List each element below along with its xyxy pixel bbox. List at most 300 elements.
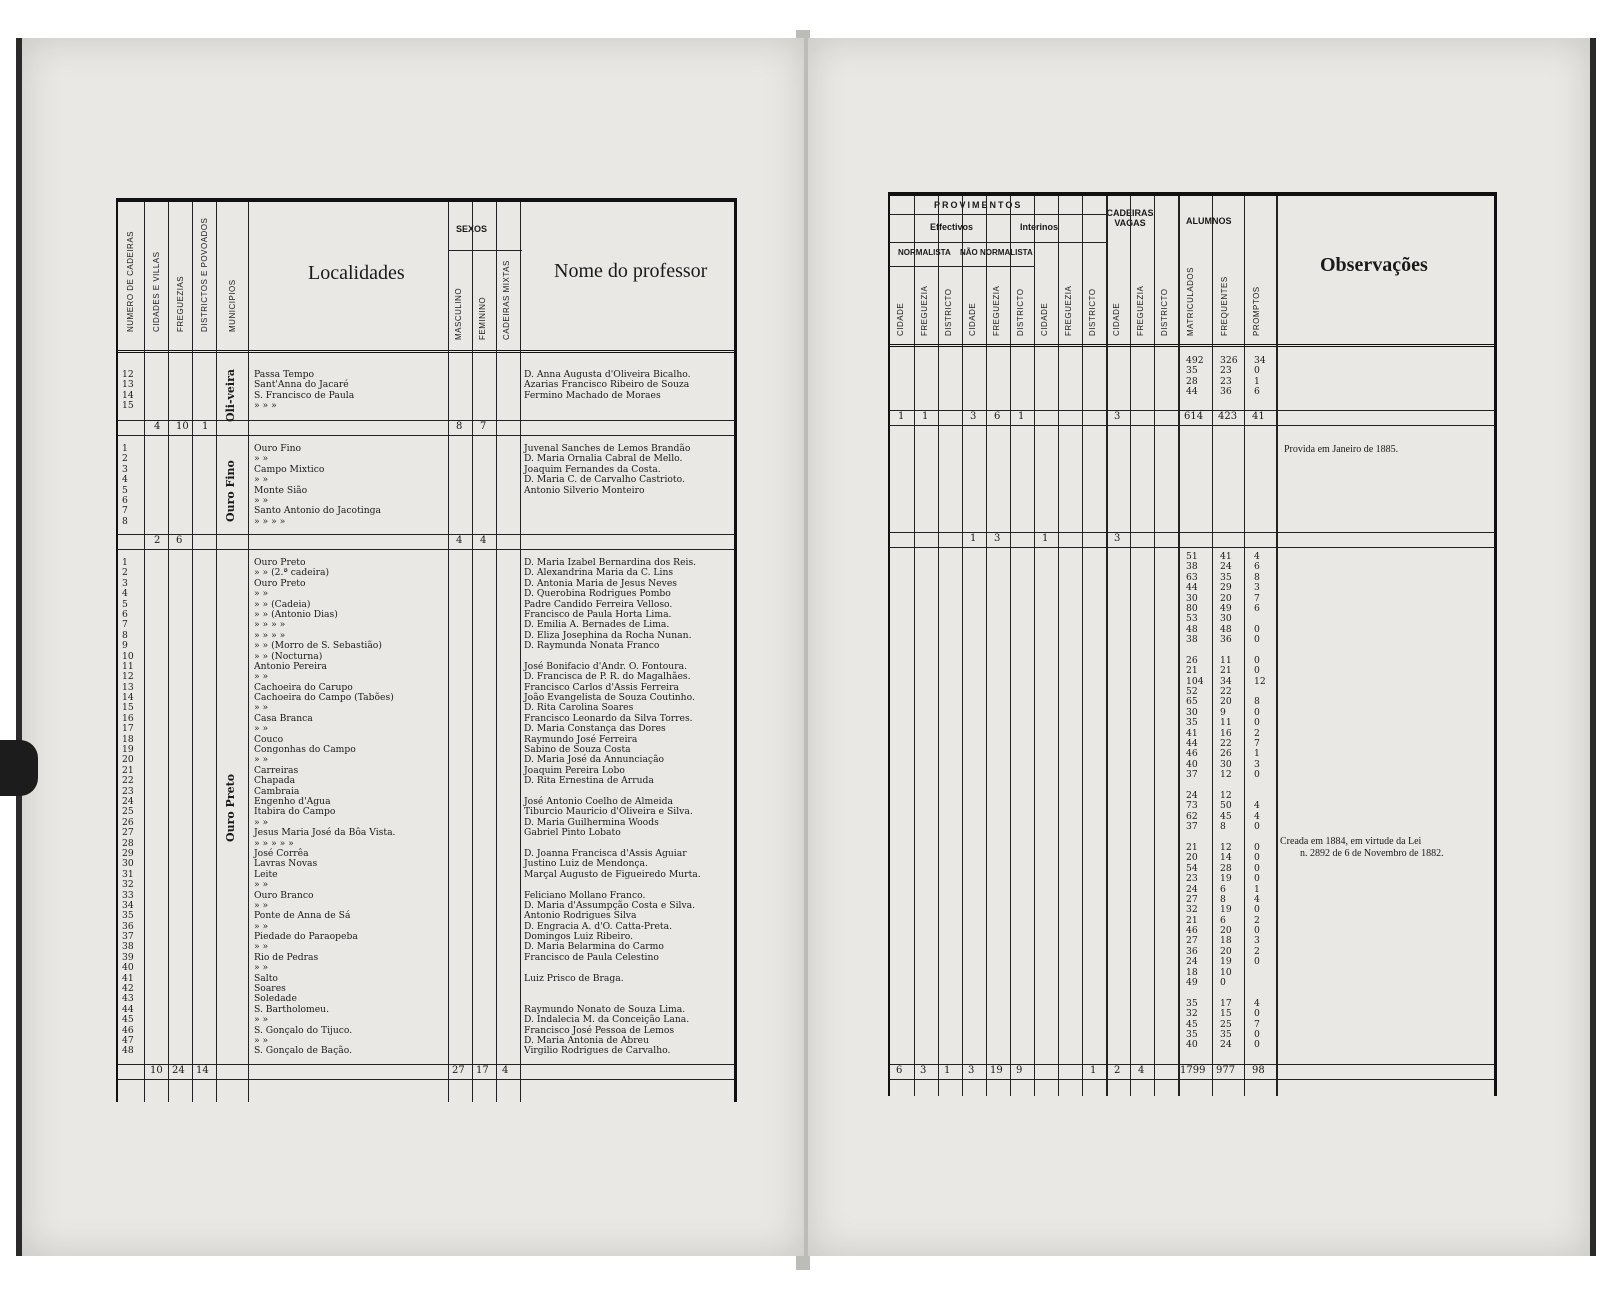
row-localidade: S. Francisco de Paula: [254, 389, 355, 401]
row-matriculados: 35: [1186, 997, 1198, 1009]
row-matriculados: 30: [1186, 706, 1198, 718]
row-matriculados: 44: [1186, 738, 1198, 750]
header-sexos: SEXOS: [456, 224, 488, 234]
table-row: [118, 496, 734, 506]
row-promptos: 1: [1254, 883, 1260, 895]
table-row: [118, 984, 734, 994]
row-professor: João Evangelista de Souza Coutinho.: [524, 692, 695, 704]
row-matriculados: 46: [1186, 925, 1198, 937]
row-number: 10: [122, 650, 134, 662]
row-professor: Sabino de Souza Costa: [524, 744, 631, 756]
row-number: 8: [122, 515, 128, 527]
row-promptos: 0: [1254, 1008, 1260, 1020]
header-municipios: MUNICIPIOS: [228, 279, 237, 332]
row-localidade: S. Gonçalo de Bação.: [254, 1045, 352, 1057]
row-matriculados: 44: [1186, 582, 1198, 594]
row-matriculados: 65: [1186, 696, 1198, 708]
row-localidade: Ouro Fino: [254, 443, 302, 454]
row-matriculados: 44: [1186, 386, 1198, 398]
table-row: [118, 506, 734, 516]
row-professor: Raymundo José Ferreira: [524, 733, 638, 745]
row-frequentes: 12: [1220, 841, 1232, 853]
row-promptos: 0: [1254, 665, 1260, 677]
table-row: [118, 486, 734, 496]
row-number: 24: [122, 795, 134, 807]
row-number: 22: [122, 775, 134, 787]
row-number: 12: [122, 671, 134, 683]
row-matriculados: 26: [1186, 654, 1198, 666]
right-table-header: PROVIMENTOS Effectivos Interinos NORMALISTA NÃO NORMALISTA CADEIRAS VAGAS ALUMNOS Observações CIDADE FREGUEZIA DISTRICTO CIDADE FREGUEZIA DISTRICTO CIDADE FREGUEZIA DISTRICTO CIDADE FREGUEZIA DISTRICTO MATRICULADOS FREQUENTES PROMPTOS: [890, 196, 1494, 347]
row-professor: Gabriel Pinto Lobato: [524, 827, 621, 839]
row-matriculados: 32: [1186, 1008, 1198, 1020]
row-professor: Raymundo Nonato de Souza Lima.: [524, 1003, 686, 1015]
row-number: 42: [122, 983, 134, 995]
row-matriculados: 32: [1186, 904, 1198, 916]
header-numero-cadeiras: NUMERO DE CADEIRAS: [126, 230, 135, 332]
row-localidade: Salto: [254, 972, 278, 984]
row-professor: D. Querobina Rodrigues Pombo: [524, 588, 671, 600]
row-localidade: Ouro Preto: [254, 577, 306, 589]
row-localidade: Monte Sião: [254, 484, 308, 496]
row-localidade: » »: [254, 941, 269, 953]
row-frequentes: 21: [1220, 665, 1232, 677]
row-promptos: 0: [1254, 862, 1260, 874]
row-matriculados: 49: [1186, 977, 1198, 989]
row-professor: Antonio Silverio Monteiro: [524, 484, 645, 496]
row-frequentes: 41: [1220, 551, 1232, 562]
row-promptos: 7: [1254, 738, 1260, 750]
row-promptos: 0: [1254, 654, 1260, 666]
row-professor: Juvenal Sanches de Lemos Brandão: [524, 443, 691, 454]
row-number: 12: [122, 369, 134, 380]
row-frequentes: 17: [1220, 997, 1232, 1009]
row-frequentes: 9: [1220, 706, 1226, 718]
row-matriculados: 35: [1186, 717, 1198, 729]
row-matriculados: 38: [1186, 561, 1198, 573]
row-frequentes: 19: [1220, 904, 1232, 916]
row-number: 39: [122, 951, 134, 963]
table-row: [118, 776, 734, 786]
row-professor: Luiz Prisco de Braga.: [524, 972, 624, 984]
row-localidade: Soledade: [254, 993, 297, 1005]
row-frequentes: 25: [1220, 1018, 1232, 1030]
row-promptos: 4: [1254, 800, 1260, 812]
row-frequentes: 19: [1220, 956, 1232, 968]
row-localidade: » »: [254, 816, 269, 828]
row-promptos: 0: [1254, 1039, 1260, 1051]
row-frequentes: 8: [1220, 821, 1226, 833]
row-promptos: 4: [1254, 551, 1260, 562]
row-frequentes: 28: [1220, 862, 1232, 874]
row-matriculados: 46: [1186, 748, 1198, 760]
header-freguezias: FREGUEZIAS: [176, 275, 185, 332]
row-professor: D. Maria Izabel Bernardina dos Reis.: [524, 557, 697, 568]
table-row: [118, 901, 734, 911]
table-row: [118, 724, 734, 734]
row-professor: D. Maria d'Assumpção Costa e Silva.: [524, 899, 696, 911]
left-table: [116, 198, 737, 1102]
row-matriculados: 28: [1186, 375, 1198, 387]
row-number: 38: [122, 941, 134, 953]
row-professor: D. Anna Augusta d'Oliveira Bicalho.: [524, 369, 691, 380]
row-promptos: 0: [1254, 1028, 1260, 1040]
row-localidade: » »: [254, 962, 269, 974]
row-number: 41: [122, 972, 134, 984]
left-ourofino-totals: 2 6 4 4: [118, 534, 734, 550]
table-row: [118, 870, 734, 880]
header-provimentos: PROVIMENTOS: [934, 200, 1023, 210]
row-localidade: » »: [254, 754, 269, 766]
row-promptos: 2: [1254, 727, 1260, 739]
row-professor: D. Indalecia M. da Conceição Lana.: [524, 1014, 690, 1026]
row-number: 11: [122, 660, 134, 672]
row-number: 45: [122, 1014, 134, 1026]
row-matriculados: 104: [1186, 675, 1204, 687]
row-frequentes: 14: [1220, 852, 1232, 864]
row-matriculados: 35: [1186, 365, 1198, 377]
row-frequentes: 22: [1220, 686, 1232, 698]
row-frequentes: 8: [1220, 893, 1226, 905]
row-frequentes: 26: [1220, 748, 1232, 760]
row-professor: Fermino Machado de Moraes: [524, 389, 661, 401]
row-number: 5: [122, 484, 128, 496]
row-number: 9: [122, 640, 128, 652]
row-professor: Francisco de Paula Celestino: [524, 951, 659, 963]
row-frequentes: 50: [1220, 800, 1232, 812]
header-observacoes: Observações: [1320, 254, 1428, 276]
row-promptos: 3: [1254, 758, 1260, 770]
row-frequentes: 20: [1220, 592, 1232, 604]
row-localidade: S. Bartholomeu.: [254, 1003, 330, 1015]
row-localidade: » » » »: [254, 629, 286, 641]
right-grand-totals: 6 3 1 3 19 9 1 2 4 1799 977 98: [890, 1064, 1494, 1080]
row-localidade: Passa Tempo: [254, 369, 315, 380]
row-professor: Antonio Rodrigues Silva: [524, 910, 637, 922]
row-matriculados: 48: [1186, 623, 1198, 635]
right-oliveira-rows: [890, 356, 1494, 398]
row-localidade: Casa Branca: [254, 712, 313, 724]
row-matriculados: 41: [1186, 727, 1198, 739]
row-matriculados: 23: [1186, 873, 1198, 885]
row-frequentes: 30: [1220, 758, 1232, 770]
row-professor: Marçal Augusto de Figueiredo Murta.: [524, 868, 701, 880]
header-feminino: FEMININO: [478, 296, 487, 340]
header-alumnos: ALUMNOS: [1186, 216, 1232, 226]
row-number: 6: [122, 608, 128, 620]
row-number: 3: [122, 463, 128, 475]
row-localidade: » »: [254, 702, 269, 714]
row-promptos: 8: [1254, 571, 1260, 583]
row-matriculados: 38: [1186, 634, 1198, 646]
header-cidades-villas: CIDADES E VILLAS: [152, 251, 161, 332]
header-localidades: Localidades: [308, 262, 405, 284]
row-matriculados: 62: [1186, 810, 1198, 822]
table-row: [890, 387, 1494, 397]
row-localidade: » »: [254, 494, 269, 506]
row-matriculados: 21: [1186, 665, 1198, 677]
right-oliveira-totals: 1 1 3 6 1 3 614 423 41: [890, 410, 1494, 426]
left-ouropreto-rows: [118, 558, 734, 1057]
row-number: 31: [122, 868, 134, 880]
row-number: 5: [122, 598, 128, 610]
row-promptos: 2: [1254, 945, 1260, 957]
row-frequentes: 6: [1220, 883, 1226, 895]
row-number: 7: [122, 619, 128, 631]
row-professor: D. Antonia Maria de Jesus Neves: [524, 577, 677, 589]
table-row: [118, 880, 734, 890]
row-localidade: Cachoeira do Campo (Tabões): [254, 692, 394, 704]
row-localidade: Cambraia: [254, 785, 300, 797]
row-professor: D. Maria Antonia de Abreu: [524, 1034, 650, 1046]
row-frequentes: 16: [1220, 727, 1232, 739]
row-localidade: Chapada: [254, 775, 296, 787]
row-promptos: 0: [1254, 706, 1260, 718]
row-promptos: 12: [1254, 675, 1266, 687]
observation-creada-1: Creada em 1884, em virtude da Lei: [1280, 836, 1422, 847]
row-matriculados: 27: [1186, 893, 1198, 905]
row-localidade: Santo Antonio do Jacotinga: [254, 505, 381, 517]
row-localidade: » »: [254, 588, 269, 600]
row-localidade: » »: [254, 453, 269, 465]
row-matriculados: 21: [1186, 841, 1198, 853]
row-professor: D. Maria José da Annunciação: [524, 754, 665, 766]
row-number: 4: [122, 588, 128, 600]
row-matriculados: 24: [1186, 883, 1198, 895]
municipio-oliveira: Oli-veira: [224, 369, 237, 422]
row-promptos: 6: [1254, 602, 1260, 614]
municipio-ouro-fino: Ouro Fino: [224, 460, 237, 522]
table-row: [118, 828, 734, 838]
row-localidade: Ouro Preto: [254, 557, 306, 568]
row-promptos: 3: [1254, 582, 1260, 594]
row-matriculados: 27: [1186, 935, 1198, 947]
row-promptos: 0: [1254, 634, 1260, 646]
row-localidade: Ouro Branco: [254, 889, 314, 901]
table-row: [118, 589, 734, 599]
row-number: 37: [122, 931, 134, 943]
row-number: 13: [122, 681, 134, 693]
row-promptos: 6: [1254, 561, 1260, 573]
row-professor: D. Maria Constança das Dores: [524, 723, 666, 735]
row-number: 15: [122, 400, 134, 412]
row-frequentes: 11: [1220, 717, 1232, 729]
right-table: [888, 192, 1497, 1096]
row-professor: D. Maria C. de Carvalho Castrioto.: [524, 474, 685, 486]
row-promptos: 0: [1254, 873, 1260, 885]
row-localidade: Carreiras: [254, 764, 299, 776]
table-row: [890, 822, 1494, 832]
row-matriculados: 51: [1186, 551, 1198, 562]
row-promptos: 0: [1254, 717, 1260, 729]
row-frequentes: 22: [1220, 738, 1232, 750]
row-localidade: Itabira do Campo: [254, 806, 336, 818]
row-number: 2: [122, 453, 128, 465]
row-professor: José Bonifacio d'Andr. O. Fontoura.: [524, 660, 687, 672]
row-localidade: » »: [254, 1034, 269, 1046]
row-localidade: Cachoeira do Carupo: [254, 681, 353, 693]
table-row: [118, 974, 734, 984]
row-professor: D. Emilia A. Bernades de Lima.: [524, 619, 670, 631]
row-frequentes: 15: [1220, 1008, 1232, 1020]
row-matriculados: 18: [1186, 966, 1198, 978]
row-matriculados: 24: [1186, 789, 1198, 801]
left-ourofino-rows: [118, 444, 734, 527]
row-number: 23: [122, 785, 134, 797]
row-frequentes: 45: [1220, 810, 1232, 822]
table-row: [118, 401, 734, 411]
row-promptos: 4: [1254, 893, 1260, 905]
row-frequentes: 11: [1220, 654, 1232, 666]
row-number: 4: [122, 474, 128, 486]
row-professor: D. Engracia A. d'O. Catta-Preta.: [524, 920, 673, 932]
row-professor: Azarias Francisco Ribeiro de Souza: [524, 379, 690, 391]
row-frequentes: 20: [1220, 945, 1232, 957]
table-row: [890, 635, 1494, 645]
row-promptos: 0: [1254, 623, 1260, 635]
row-number: 40: [122, 962, 134, 974]
row-localidade: » » » » »: [254, 837, 294, 849]
row-matriculados: 30: [1186, 592, 1198, 604]
row-matriculados: 63: [1186, 571, 1198, 583]
row-matriculados: 40: [1186, 758, 1198, 770]
row-localidade: Leite: [254, 868, 278, 880]
row-promptos: 7: [1254, 1018, 1260, 1030]
table-row: [118, 818, 734, 828]
row-number: 28: [122, 837, 134, 849]
row-professor: D. Maria Ornalia Cabral de Mello.: [524, 453, 683, 465]
row-matriculados: 52: [1186, 686, 1198, 698]
row-professor: Francisco Leonardo da Silva Torres.: [524, 712, 693, 724]
table-row: [118, 922, 734, 932]
header-interinos: Interinos: [1020, 222, 1059, 232]
row-matriculados: 37: [1186, 821, 1198, 833]
row-professor: José Antonio Coelho de Almeida: [524, 795, 673, 807]
row-localidade: » »: [254, 1014, 269, 1026]
table-row: [890, 978, 1494, 988]
row-frequentes: 20: [1220, 925, 1232, 937]
row-frequentes: 18: [1220, 935, 1232, 947]
header-effectivos: Effectivos: [930, 222, 974, 232]
row-localidade: Engenho d'Agua: [254, 795, 331, 807]
row-localidade: Lavras Novas: [254, 858, 318, 870]
row-localidade: » »: [254, 879, 269, 891]
right-ouropreto-rows: [890, 552, 1494, 1051]
row-localidade: Antonio Pereira: [254, 660, 327, 672]
row-matriculados: 53: [1186, 613, 1198, 625]
row-frequentes: 23: [1220, 365, 1232, 377]
row-promptos: 0: [1254, 841, 1260, 853]
row-localidade: Jesus Maria José da Bôa Vista.: [254, 827, 396, 839]
left-table-header: [118, 202, 734, 353]
row-professor: Francisco de Paula Horta Lima.: [524, 608, 672, 620]
table-row: [118, 755, 734, 765]
row-frequentes: 19: [1220, 873, 1232, 885]
row-localidade: Rio de Pedras: [254, 951, 319, 963]
observation-provida: Provida em Janeiro de 1885.: [1284, 444, 1399, 455]
left-ouropreto-totals: 10 24 14 27 17 4: [118, 1064, 734, 1080]
row-frequentes: 24: [1220, 561, 1232, 573]
row-professor: Virgilio Rodrigues de Carvalho.: [524, 1045, 671, 1057]
row-professor: Padre Candido Ferreira Velloso.: [524, 598, 673, 610]
header-masculino: MASCULINO: [454, 287, 463, 340]
row-promptos: 0: [1254, 852, 1260, 864]
row-localidade: » » » »: [254, 515, 286, 527]
row-number: 13: [122, 379, 134, 391]
row-frequentes: 12: [1220, 789, 1232, 801]
header-mixtas: CADEIRAS MIXTAS: [502, 260, 511, 340]
row-localidade: Soares: [254, 983, 286, 995]
row-frequentes: 10: [1220, 966, 1232, 978]
row-promptos: 0: [1254, 365, 1260, 377]
row-frequentes: 23: [1220, 375, 1232, 387]
row-number: 48: [122, 1045, 134, 1057]
row-matriculados: 492: [1186, 355, 1204, 366]
row-professor: Justino Luiz de Mendonça.: [524, 858, 648, 870]
row-number: 2: [122, 567, 128, 579]
table-row: [118, 641, 734, 651]
row-matriculados: 35: [1186, 1028, 1198, 1040]
row-frequentes: 24: [1220, 1039, 1232, 1051]
row-frequentes: 35: [1220, 1028, 1232, 1040]
row-number: 35: [122, 910, 134, 922]
row-number: 43: [122, 993, 134, 1005]
table-row: [118, 517, 734, 527]
row-promptos: 4: [1254, 997, 1260, 1009]
row-matriculados: 73: [1186, 800, 1198, 812]
row-number: 27: [122, 827, 134, 839]
row-professor: D. Maria Guilhermina Woods: [524, 816, 659, 828]
row-professor: D. Joanna Francisca d'Assis Aguiar: [524, 847, 687, 859]
table-row: [118, 735, 734, 745]
row-number: 6: [122, 494, 128, 506]
left-oliveira-rows: [118, 370, 734, 412]
row-matriculados: 40: [1186, 1039, 1198, 1051]
row-localidade: » »: [254, 920, 269, 932]
row-number: 14: [122, 692, 134, 704]
header-nao-normalista: NÃO NORMALISTA: [960, 248, 1033, 257]
row-professor: D. Maria Belarmina do Carmo: [524, 941, 664, 953]
row-number: 30: [122, 858, 134, 870]
table-row: [118, 693, 734, 703]
row-professor: D. Rita Ernestina de Arruda: [524, 775, 654, 787]
row-number: 18: [122, 733, 134, 745]
row-localidade: Ponte de Anna de Sá: [254, 910, 351, 922]
row-number: 1: [122, 557, 128, 568]
table-row: [118, 391, 734, 401]
row-localidade: Piedade do Paraopeba: [254, 931, 358, 943]
header-professor: Nome do professor: [554, 260, 708, 282]
row-professor: Feliciano Mollano Franco.: [524, 889, 646, 901]
observation-creada-2: n. 2892 de 6 de Novembro de 1882.: [1300, 848, 1444, 859]
table-row: [118, 1046, 734, 1056]
row-number: 32: [122, 879, 134, 891]
row-professor: D. Raymunda Nonata Franco: [524, 640, 660, 652]
row-matriculados: 36: [1186, 945, 1198, 957]
row-matriculados: 20: [1186, 852, 1198, 864]
row-matriculados: 54: [1186, 862, 1198, 874]
row-number: 15: [122, 702, 134, 714]
row-matriculados: 80: [1186, 602, 1198, 614]
row-matriculados: 45: [1186, 1018, 1198, 1030]
row-number: 34: [122, 899, 134, 911]
row-promptos: 0: [1254, 821, 1260, 833]
row-promptos: 0: [1254, 769, 1260, 781]
row-frequentes: 29: [1220, 582, 1232, 594]
row-localidade: Couco: [254, 733, 284, 745]
header-normalista: NORMALISTA: [898, 248, 951, 257]
row-localidade: José Corrêa: [254, 847, 309, 859]
row-number: 33: [122, 889, 134, 901]
